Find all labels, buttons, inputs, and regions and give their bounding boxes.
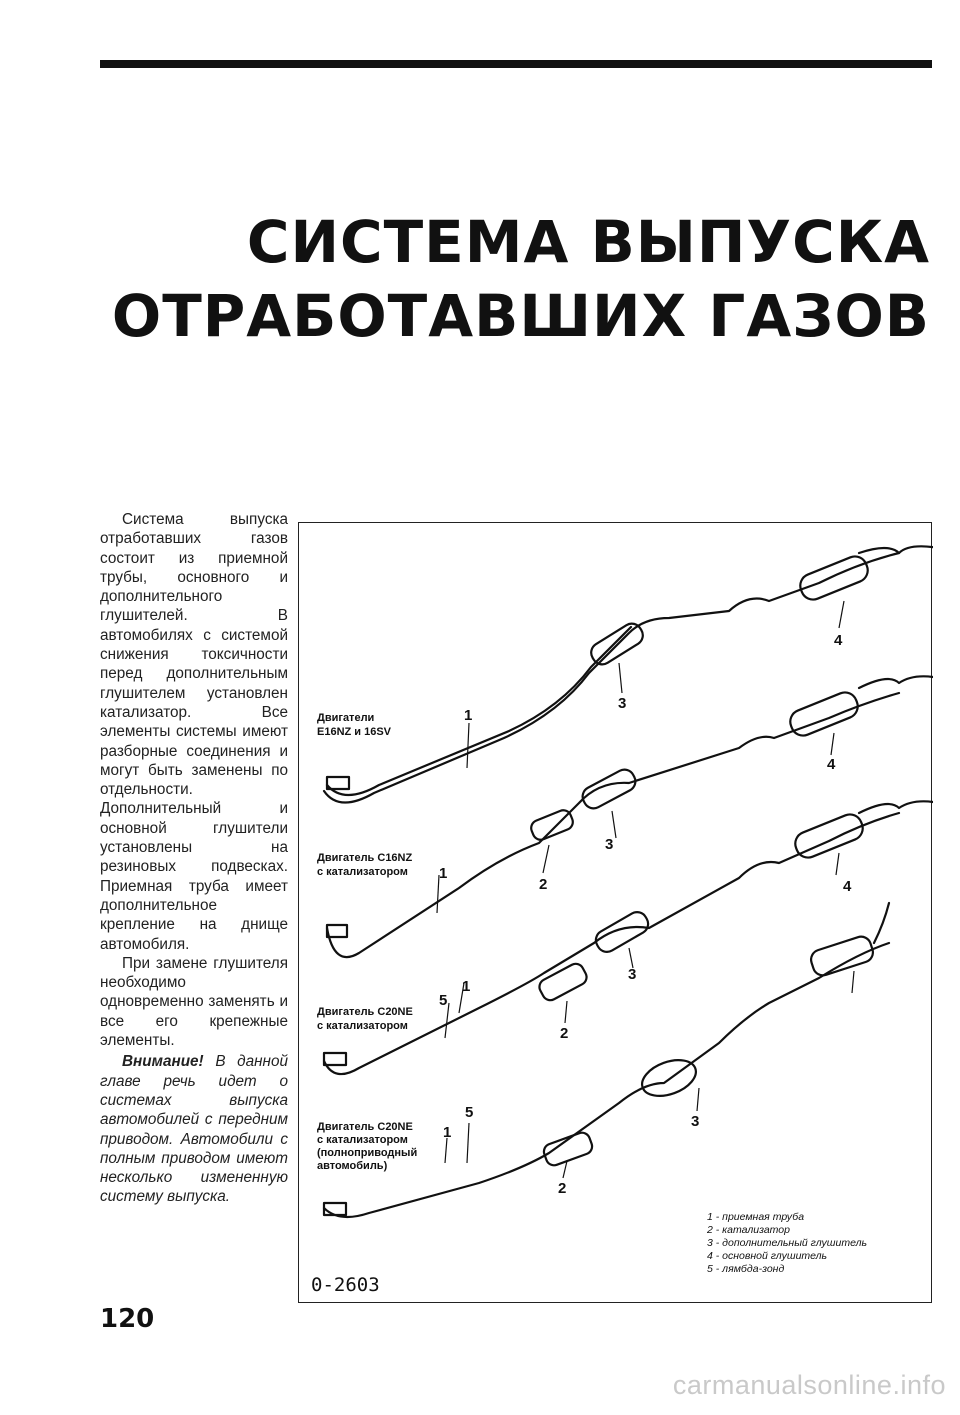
system-4-pipes — [324, 903, 889, 1217]
callout-4: 4 — [834, 632, 843, 649]
chapter-title-line2: ОТРАБОТАВШИХ ГАЗОВ — [111, 282, 930, 350]
callout-1: 1 — [464, 707, 473, 724]
callout-1: 1 — [462, 978, 471, 995]
system-4-label-line2: с катализатором — [317, 1134, 408, 1146]
callout-4: 4 — [827, 756, 836, 773]
callout-5: 5 — [465, 1104, 474, 1121]
page-number: 120 — [100, 1304, 155, 1334]
chapter-title-line1: СИСТЕМА ВЫПУСКА — [246, 208, 930, 276]
system-4-label-line1: Двигатель C20NE — [317, 1121, 413, 1133]
attention-text: В данной главе речь идет о системах выпуска автомобилей с передним приводом. Автомобили с полным приводом имеют несколько измененную систему выпуска. — [100, 1053, 288, 1206]
legend-item-5: 5 - лямбда-зонд — [707, 1263, 785, 1275]
exhaust-system-figure — [298, 522, 932, 1303]
callout-1: 1 — [443, 1124, 452, 1141]
callout-5: 5 — [439, 992, 448, 1009]
callout-2: 2 — [539, 876, 548, 893]
attention-note — [100, 1052, 288, 1206]
paragraph-replacement: При замене глушителя необходимо одновременно заменять и все его крепежные элементы. — [100, 954, 288, 1050]
callout-4: 4 — [843, 878, 852, 895]
system-2-label-line1: Двигатель C16NZ — [317, 852, 413, 864]
system-1-label-line1: Двигатели — [317, 712, 375, 724]
exhaust-diagram — [299, 523, 933, 1304]
callout-3: 3 — [691, 1113, 700, 1130]
watermark: carmanualsonline.info — [672, 1370, 946, 1400]
system-3-label-line1: Двигатель C20NE — [317, 1006, 413, 1018]
legend-item-3: 3 - дополнительный глушитель — [707, 1237, 868, 1249]
callout-3: 3 — [628, 966, 637, 983]
system-1-pipes — [324, 546, 933, 802]
system-4-label-line3: (полноприводный — [317, 1147, 418, 1159]
body-text — [100, 510, 288, 1207]
callout-2: 2 — [558, 1180, 567, 1197]
callout-3: 3 — [618, 695, 627, 712]
system-1-label-line2: E16NZ и 16SV — [317, 726, 392, 738]
figure-code: 0-2603 — [311, 1274, 380, 1296]
callout-1: 1 — [439, 865, 448, 882]
callout-2: 2 — [560, 1025, 569, 1042]
legend-item-1: 1 - приемная труба — [707, 1211, 805, 1223]
system-4-label-line4: автомобиль) — [317, 1160, 388, 1172]
legend-item-2: 2 - катализатор — [707, 1224, 790, 1236]
legend-item-4: 4 - основной глушитель — [707, 1250, 828, 1262]
system-2-label-line2: с катализатором — [317, 866, 408, 878]
system-3-pipes — [324, 801, 933, 1074]
attention-label: Внимание! — [122, 1053, 204, 1071]
paragraph-intro: Система выпуска отработавших газов состоит из приемной трубы, основного и дополнительного глушителей. В автомобилях с системой снижения токсичности перед дополнительным глушителем установлен катализатор. Все элементы системы имеют разборные соединения и могут быть заменены по отдельности. Дополнительный и основной глушители установлены на резиновых подвесках. Приемная труба имеет дополнительное крепление на днище автомобиля. — [100, 511, 288, 953]
top-rule — [100, 60, 932, 68]
chapter-title — [112, 205, 930, 353]
system-3-label-line2: с катализатором — [317, 1020, 408, 1032]
callout-3: 3 — [605, 836, 614, 853]
